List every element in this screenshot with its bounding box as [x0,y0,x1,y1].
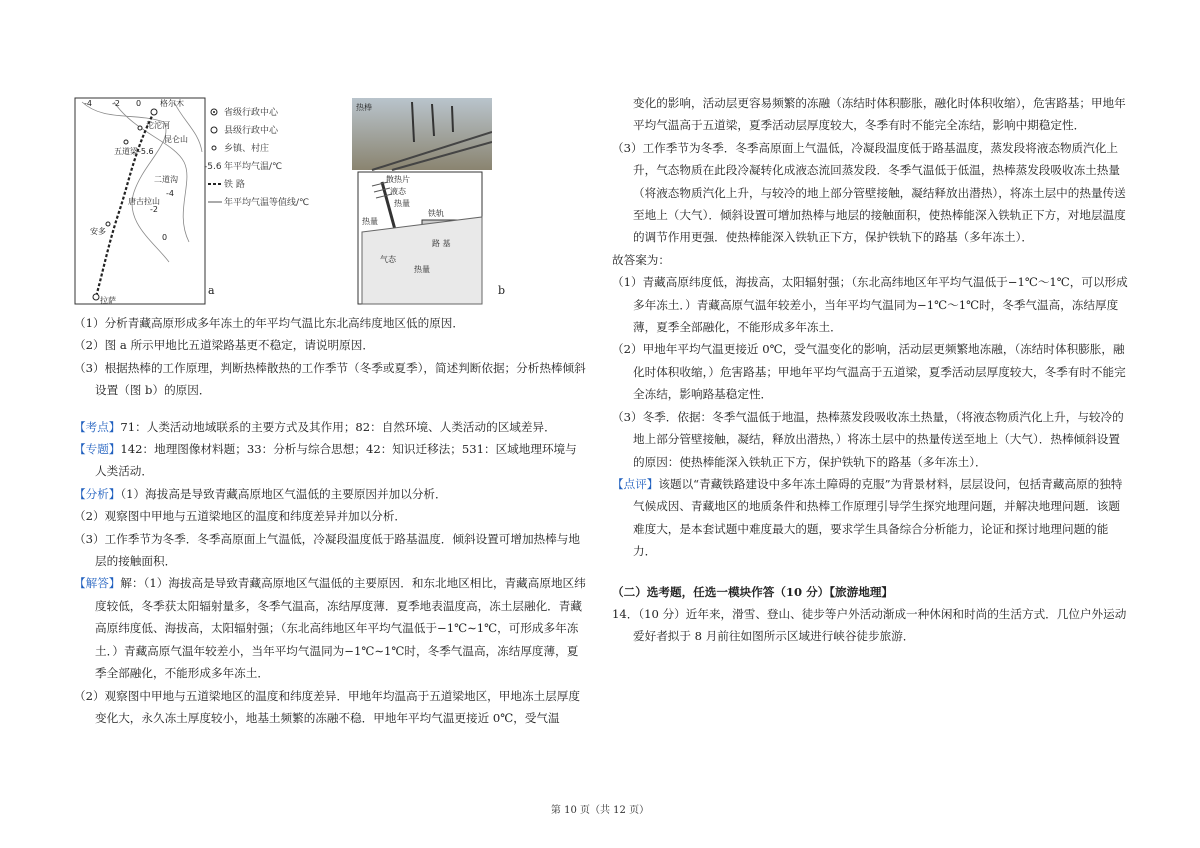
isotherm-label: -4 [84,99,92,108]
photo-label-rebang: 热棒 [356,103,372,112]
figure-b-label: b [498,283,506,297]
figure-b-photo [352,92,506,306]
jieda-continued: 变化的影响，活动层更容易频繁的冻融（冻结时体积膨胀，融化时体积收缩），危害路基；甲地年平均气温高于五道梁，夏季活动层厚度较大，冬季有时不能完全冻结，影响中期稳定性． [633,96,1126,133]
figure-a-label: a [208,283,215,297]
question-3: （3）根据热棒的工作原理，判断热棒散热的工作季节（冬季或夏季），简述判断依据；分析热棒倾斜设置（图 b）的原因． [74,360,586,398]
kaodian [74,416,588,438]
map-place-kunlun: 昆仑山 [164,135,188,144]
answer-2: （2）甲地年平均气温更接近 0℃，受气温变化的影响，活动层更频繁地冻融，（冻结时体积膨胀，融化时体积收缩，）危害路基；甲地年平均气温高于五道梁，夏季活动层厚度较大，冬季有时不能完全冻结，影响路基稳定性． [612,342,1126,402]
diagram-heat-1: 热量 [394,199,410,208]
zhuanti-text: 142：地理图像材料题；33：分析与综合思想；42：知识迁移法；531：区域地理环境与人类活动． [95,442,577,479]
photo-area [352,98,492,170]
legend-temp: 年平均气温/℃ [224,162,283,172]
legend-town-icon [212,146,216,150]
diagram-fins: 散热片 [386,175,410,184]
isotherm-label: 0 [136,99,142,108]
dianping [612,473,1130,563]
answer-3: （3）冬季．依据：冬季气温低于地温，热棒蒸发段吸收冻土热量，（将液态物质汽化上升，与较冷的地上部分管壁接触，凝结，释放出潜热，）将冻土层中的热量传送至地上（大气）．热棒倾斜设置的原因：使热棒能深入铁轨正下方，保护铁轨下的路基（多年冻土）． [612,409,1124,469]
isotherm-label: -4 [166,189,174,198]
dianping-text: 该题以“青藏铁路建设中多年冻土障碍的克服”为背景材料，层层设问，包括青藏高原的独特气候成因、青藏地区的地质条件和热棒工作原理引导学生探究地理问题，并解决地理问题．该题难度大，是本套试题中难度最大的题，要求学生具备综合分析能力，论证和探讨地理问题的能力． [633,476,1123,559]
diagram-roadbed: 路 基 [432,239,451,248]
city-geermu [151,109,157,115]
question-14: 14．（10 分）近年来，滑雪、登山、徒步等户外活动渐成一种休闲和时尚的生活方式．几位户外运动爱好者拟于 8 月前往如图所示区域进行峡谷徒步旅游． [612,606,1127,644]
jieda-tag: 【解答】 [74,576,121,591]
zhuanti [74,438,588,483]
isotherm-label: -2 [112,99,120,108]
jieda-3: （3）工作季节为冬季．冬季高原面上气温低，冷凝段温度低于路基温度，蒸发段将液态物质汽化上升，气态物质在此段冷凝转化成液态流回蒸发段．冬季气温低于低温，热棒蒸发段吸收冻土热量（将液态物质汽化上升，与较冷的地上部分管壁接触，凝结释放出潜热），将冻土层中的热量传送至地上（大气）．倾斜设置可增加热棒与地层的接触面积，使热棒能深入铁轨正下方，对地层温度的调节作用更强．使热棒能深入铁轨正下方，保护铁轨下的路基（多年冻土）． [612,140,1126,245]
diagram-liquid: 液态 [390,187,406,196]
photo-svg [352,92,492,306]
fenxi-2: （2）观察图中甲地与五道梁地区的温度和纬度差异并加以分析． [74,509,407,524]
town-anduo [106,222,110,226]
fenxi-text: （1）海拔高是导致青藏高原地区气温低的主要原因并加以分析． [120,486,447,501]
question-1: （1）分析青藏高原形成多年冻土的年平均气温比东北高纬度地区低的原因． [74,316,464,330]
fenxi-tag: 【分析】 [74,486,121,501]
legend-town: 乡镇、村庄 [224,144,270,154]
legend-rail: 铁 路 [224,180,245,190]
answer-title: 故答案为： [612,252,670,267]
legend-county: 县级行政中心 [224,126,279,136]
dianping-tag: 【点评】 [612,476,659,491]
section-title: （二）选考题，任选一模块作答（10 分）【旅游地理】 [612,584,894,599]
figure-a-map [74,92,324,306]
isotherm-label: 0 [162,233,168,242]
jieda [74,572,588,684]
town-tuotuohe [138,126,142,130]
map-place-erdaogou: 二道沟 [154,175,178,184]
map-svg [74,92,324,306]
map-place-tuotuohe: 沱沱河 [146,121,170,130]
town-wudaoliang [124,140,128,144]
question-2: （2）图 a 所示甲地比五道梁路基更不稳定，请说明原因． [74,338,374,353]
right-column [612,92,1130,648]
legend-isotherm: 年平均气温等值线/℃ [224,198,310,208]
page-footer: 第 10 页（共 12 页） [550,805,650,816]
map-place-geermu: 格尔木 [160,99,184,108]
legend-temp-sample: -5.6 [204,162,222,172]
diagram-heat-3: 热量 [414,265,430,274]
map-place-tanggula: 唐古拉山 [128,197,160,206]
left-column [74,92,588,729]
diagram-gas: 气态 [380,255,396,264]
fenxi [74,483,588,505]
map-place-anduo: 安多 [90,227,106,236]
kaodian-text: 71：人类活动地域联系的主要方式及其作用；82：自然环境、人类活动的区域差异． [120,419,556,434]
figure-row [74,92,588,306]
answer-1: （1）青藏高原纬度低，海拔高，太阳辐射强；（东北高纬地区年平均气温低于−1℃～1℃，可以形成多年冻土．）青藏高原气温年较差小，当年平均气温同为−1℃～1℃时，冬季气温高，冻结厚度薄，夏季全部融化，不能形成多年冻土． [612,275,1128,335]
diagram-heat-2: 热量 [362,217,378,226]
fenxi-3: （3）工作季节为冬季．冬季高原面上气温低，冷凝段温度低于路基温度．倾斜设置可增加热棒与地层的接触面积． [74,531,580,569]
legend-province: 省级行政中心 [224,108,279,118]
zhuanti-tag: 【专题】 [74,442,121,457]
legend-county-icon [211,127,217,133]
map-place-lasa: 拉萨 [100,296,116,305]
isotherm-label: -2 [150,205,158,214]
jieda-text: 解：（1）海拔高是导致青藏高原地区气温低的主要原因．和东北地区相比，青藏高原地区纬度较低，冬季获太阳辐射量多，冬季气温高，冻结厚度薄．夏季地表温度高，冻土层融化．青藏高原纬度低、海拔高，太阳辐射强；（东北高纬地区年平均气温低于−1℃∼1℃，可形成多年冻土．）青藏高原气温年较差小，当年平均气温同为−1℃∼1℃时，冬季气温高，冻结厚度薄，夏季全部融化，不能形成多年冻土． [95,576,586,681]
kaodian-tag: 【考点】 [74,419,121,434]
jieda-2: （2）观察图中甲地与五道梁地区的温度和纬度差异．甲地年均温高于五道梁地区，甲地冻土层厚度变化大，永久冻土厚度较小，地基土频繁的冻融不稳．甲地年平均气温更接近 0℃，受气温 [74,688,580,725]
map-place-wudaoliang: 五道梁 [114,147,138,156]
isotherm-label: -5.6 [138,147,154,156]
city-lasa [93,294,99,300]
diagram-rail: 铁轨 [428,209,444,218]
